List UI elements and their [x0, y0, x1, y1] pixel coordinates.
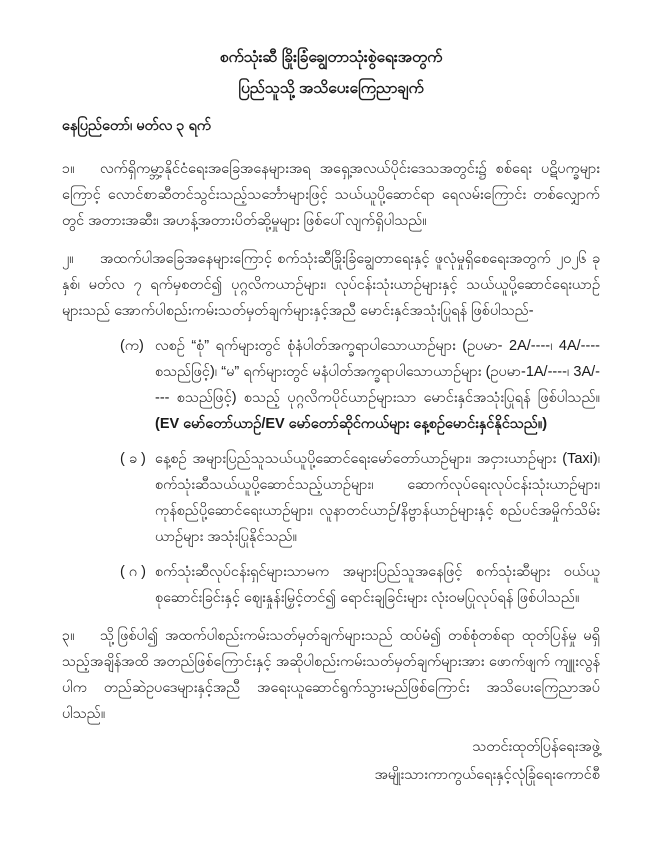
dateline: နေပြည်တော်၊ မတ်လ ၃ ရက် [62, 118, 212, 134]
signature-line-1: သတင်းထုတ်ပြန်ရေးအဖွဲ့ [472, 739, 600, 755]
document-title-block [62, 42, 600, 104]
paragraph-3-text: သို့ဖြစ်ပါ၍ အထက်ပါစည်းကမ်းသတ်မှတ်ချက်များသည် ထပ်မံ၍ တစ်စုံတစ်ရာ ထုတ်ပြန်မှု မရှိသည့်အချိန်အထိ အတည်ဖြစ်ကြောင်းနှင့် အဆိုပါစည်းကမ်းသတ်မှတ်ချက်များအား ဖောက်ဖျက် ကျူးလွန်ပါက တည်ဆဲဥပဒေများနှင့်အညီ အရေးယူဆောင်ရွက်သွားမည်ဖြစ်ကြောင်း အသိပေးကြေညာအပ်ပါသည်။ [62, 628, 600, 722]
list-item-ka-text: လစဉ် “စုံ” ရက်များတွင် စုံနံပါတ်အက္ခရာပါသောယာဉ်များ (ဥပမာ- 2A/----၊ 4A/---- စသည်ဖြင့်)၊ “မ” ရက်များတွင် မနံပါတ်အက္ခရာပါသောယာဉ်များ (ဥပမာ-1A/----၊ 3A/---- စသည်ဖြင့်) စသည့် ပုဂ္ဂလိကပိုင်ယာဉ်များသာ မောင်းနှင်အသုံးပြုရန် ဖြစ်ပါသည်။ [155, 338, 600, 406]
paragraph-3-number: ၃။ [62, 628, 75, 644]
paragraph-2 [62, 246, 600, 324]
list-item-ga [62, 559, 600, 611]
list-item-ga-label: ( ဂ ) [120, 564, 146, 580]
signature-line-2: အမျိုးသားကာကွယ်ရေးနှင့်လုံခြုံရေးကောင်စီ [374, 767, 600, 783]
signature-block [62, 733, 600, 789]
title-line-2: ပြည်သူသို့ အသိပေးကြေညာချက် [238, 80, 424, 97]
list-item-kha-label: ( ခ ) [120, 451, 146, 467]
list-item-ka [62, 333, 600, 437]
paragraph-1-text: လက်ရှိကမ္ဘာ့နိုင်ငံရေးအခြေအနေများအရ အရှေ့အလယ်ပိုင်းဒေသအတွင်း၌ စစ်ရေး ပဋိပက္ခများကြောင့် လောင်စာဆီတင်သွင်းသည့်သင်္ဘောများဖြင့် သယ်ယူပို့ဆောင်ရာ ရေလမ်းကြောင်း တစ်လျှောက်တွင် အတားအဆီး၊ အဟန့်အတားပိတ်ဆို့မှုများ ဖြစ်ပေါ်လျက်ရှိပါသည်။ [62, 161, 600, 229]
list-item-ga-text: စက်သုံးဆီလုပ်ငန်းရှင်များသာမက အများပြည်သူအနေဖြင့် စက်သုံးဆီများ ဝယ်ယူစုဆောင်းခြင်းနှင့် ဈေးနှုန်းမြှင့်တင်၍ ရောင်းချခြင်းများ လုံးဝမပြုလုပ်ရန် ဖြစ်ပါသည်။ [155, 564, 600, 606]
paragraph-1-number: ၁။ [62, 161, 75, 177]
paragraph-1 [62, 156, 600, 234]
paragraph-2-text: အထက်ပါအခြေအနေများကြောင့် စက်သုံးဆီခြိုးခြံချွေတာရေးနှင့် ဖူလုံမှုရှိစေရေးအတွက် ၂၀၂၆ ခုနှစ်၊ မတ်လ ၇ ရက်မှစတင်၍ ပုဂ္ဂလိကယာဉ်များ၊ လုပ်ငန်းသုံးယာဉ်များနှင့် သယ်ယူပို့ဆောင်ရေးယာဉ်များသည် အောက်ပါစည်းကမ်းသတ်မှတ်ချက်များနှင့်အညီ မောင်းနှင်အသုံးပြုရန် ဖြစ်ပါသည်- [62, 251, 600, 319]
list-item-kha [62, 446, 600, 550]
list-item-ka-ev-note: (EV မော်တော်ယာဉ်/EV မော်တော်ဆိုင်ကယ်များ နေ့စဉ်မောင်းနှင်နိုင်သည်။) [155, 416, 548, 432]
list-item-ka-label: (က) [120, 338, 144, 354]
paragraph-2-number: ၂။ [62, 251, 74, 267]
list-item-kha-text: နေ့စဉ် အများပြည်သူသယ်ယူပို့ဆောင်ရေးမော်တော်ယာဉ်များ၊ အငှားယာဉ်များ (Taxi)၊ စက်သုံးဆီသယ်ယူပို့ဆောင်သည့်ယာဉ်များ၊ ဆောက်လုပ်ရေးလုပ်ငန်းသုံးယာဉ်များ၊ ကုန်စည်ပို့ဆောင်ရေးယာဉ်များ၊ လူနာတင်ယာဉ်/နိဗ္ဗာန်ယာဉ်များနှင့် စည်ပင်အမှိုက်သိမ်းယာဉ်များ အသုံးပြုနိုင်သည်။ [155, 451, 600, 545]
title-line-1: စက်သုံးဆီ ခြိုးခြံချွေတာသုံးစွဲရေးအတွက် [219, 49, 443, 66]
paragraph-3 [62, 623, 600, 727]
